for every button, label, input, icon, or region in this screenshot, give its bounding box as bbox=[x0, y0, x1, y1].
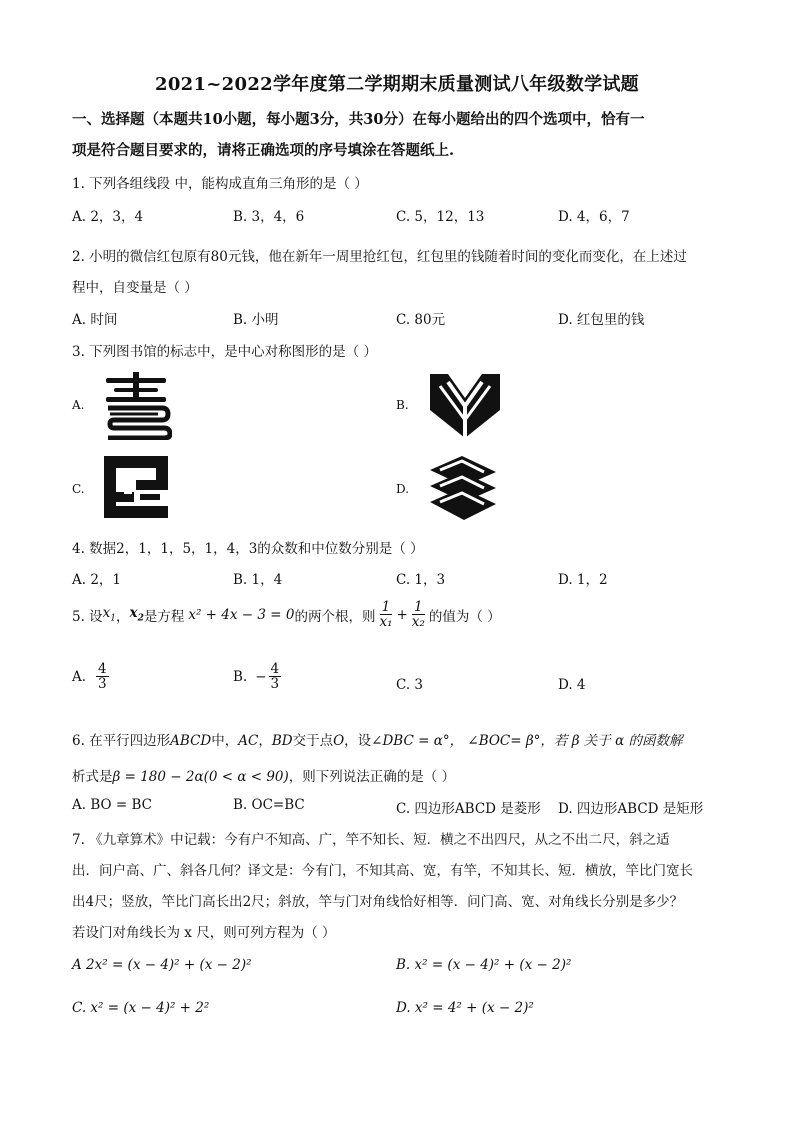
q5-stem-b: 是方程 bbox=[143, 608, 185, 625]
q4-option-c: C. 1，3 bbox=[396, 572, 446, 588]
q6-option-c: C. 四边形ABCD 是菱形 bbox=[396, 801, 541, 817]
q2-option-c: C. 80元 bbox=[396, 312, 446, 328]
q3-stem: 3. 下列图书馆的标志中，是中心对称图形的是（ ） bbox=[72, 344, 377, 360]
q6-stem-line2: 析式是β = 180 − 2α(0 < α < 90)，则下列说法正确的是（ ） bbox=[72, 769, 456, 785]
q4-stem: 4. 数据2，1，1，5，1，4，3的众数和中位数分别是（ ） bbox=[72, 541, 424, 557]
q1-stem: 1. 下列各组线段 中，能构成直角三角形的是（ ） bbox=[72, 176, 368, 192]
q5-x2: $x_2$ bbox=[129, 605, 144, 625]
q4-option-a: A. 2，1 bbox=[72, 572, 122, 588]
q5-plus: + bbox=[396, 606, 408, 623]
q5-stem-d: 的值为（ ） bbox=[428, 608, 501, 625]
q1-option-d: D. 4，6，7 bbox=[558, 209, 630, 225]
library-logo-a-image bbox=[100, 370, 172, 444]
q2-option-a: A. 时间 bbox=[72, 312, 118, 328]
q7-stem-line2: 出．问户高、广、斜各几何？译文是：今有门，不知其高、宽，有竿，不知其长、短．横放，竿比门宽长 bbox=[72, 863, 693, 879]
q5-fraction-2: $\frac{1}{\text{x₂}}$ bbox=[411, 599, 425, 631]
q1-option-c: C. 5，12，13 bbox=[396, 209, 485, 225]
q5-fraction-1: $\frac{1}{\text{x₁}}$ bbox=[379, 599, 393, 631]
q1-option-a: A. 2，3，4 bbox=[72, 209, 144, 225]
q5-option-a: A. $\frac{4}{3}$ bbox=[72, 661, 107, 693]
q3-label-c: C. bbox=[72, 482, 85, 496]
q7-option-a: A 2x² = (x − 4)² + (x − 2)² bbox=[72, 957, 252, 973]
library-logo-d-image bbox=[426, 452, 500, 528]
q5-x1: $x_1$ bbox=[102, 605, 117, 625]
q3-label-b: B. bbox=[396, 398, 409, 412]
library-logo-c-image bbox=[100, 452, 172, 526]
library-logo-b-image bbox=[428, 370, 502, 444]
q2-option-d: D. 红包里的钱 bbox=[558, 312, 645, 328]
page-title: 2021~2022学年度第二学期期末质量测试八年级数学试题 bbox=[155, 74, 639, 95]
q4-option-b: B. 1，4 bbox=[233, 572, 283, 588]
q7-option-c: C. x² = (x − 4)² + 2² bbox=[72, 1000, 210, 1016]
q5-sep: ， bbox=[116, 608, 130, 625]
q4-option-d: D. 1，2 bbox=[558, 572, 608, 588]
q5-stem bbox=[72, 600, 501, 629]
q2-option-b: B. 小明 bbox=[233, 312, 279, 328]
q5-option-c: C. 3 bbox=[396, 677, 424, 693]
q6-stem-line1: 6. 在平行四边形ABCD中，AC，BD交于点O，设∠DBC = α°， ∠BOC= β°，若 β 关于 α 的函数解 bbox=[72, 733, 683, 749]
section-heading-line2: 项是符合题目要求的，请将正确选项的序号填涂在答题纸上. bbox=[72, 142, 455, 159]
q5-option-b: B. − $\frac{4}{3}$ bbox=[233, 661, 280, 693]
q2-stem-line2: 程中，自变量是（ ） bbox=[72, 280, 198, 296]
q5-stem-a: 5. 设 bbox=[72, 608, 103, 625]
q7-option-b: B. x² = (x − 4)² + (x − 2)² bbox=[396, 957, 572, 973]
q6-option-b: B. OC=BC bbox=[233, 797, 305, 813]
q5-equation: x² + 4x − 3 = 0 bbox=[188, 606, 295, 623]
q3-label-d: D. bbox=[396, 482, 410, 496]
q1-option-b: B. 3，4，6 bbox=[233, 209, 305, 225]
q5-stem-c: 的两个根，则 bbox=[294, 608, 376, 625]
q7-stem-line4: 若设门对角线长为 x 尺，则可列方程为（ ） bbox=[72, 925, 336, 941]
q6-option-a: A. BO = BC bbox=[72, 797, 152, 813]
q7-stem-line1: 7. 《九章算术》中记载：今有户不知高、广，竿不知长、短．横之不出四尺，从之不出二尺，斜之适 bbox=[72, 832, 670, 848]
q5-option-d: D. 4 bbox=[558, 677, 586, 693]
q2-stem-line1: 2. 小明的微信红包原有80元钱，他在新年一周里抢红包，红包里的钱随着时间的变化而变化，在上述过 bbox=[72, 249, 687, 265]
q6-option-d: D. 四边形ABCD 是矩形 bbox=[558, 801, 704, 817]
q7-stem-line3: 出4尺；竖放，竿比门高长出2尺；斜放，竿与门对角线恰好相等．问门高、宽、对角线长分别是多少？ bbox=[72, 894, 684, 910]
q3-label-a: A. bbox=[72, 398, 85, 412]
section-heading-line1: 一、选择题（本题共10小题，每小题3分，共30分）在每小题给出的四个选项中，恰有一 bbox=[72, 111, 645, 128]
q7-option-d: D. x² = 4² + (x − 2)² bbox=[396, 1000, 534, 1016]
